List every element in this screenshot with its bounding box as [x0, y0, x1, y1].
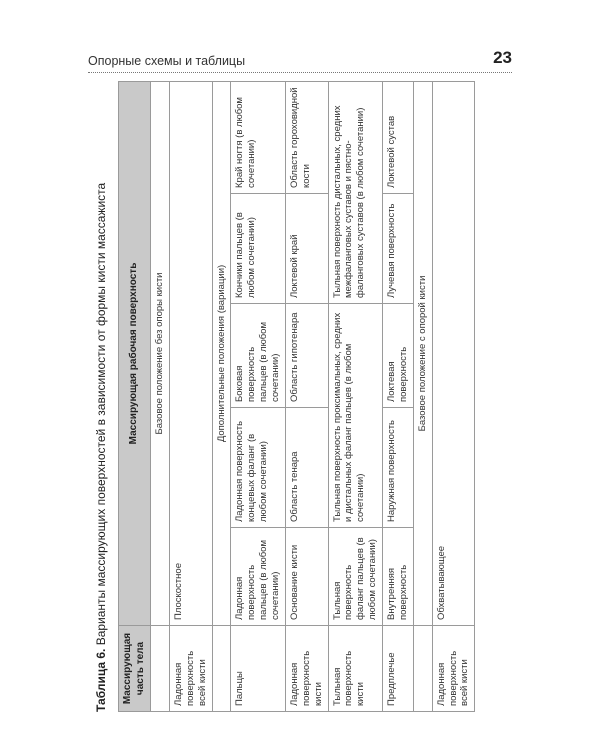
- subheader-additional: Дополнительные положения (вариации): [212, 81, 231, 625]
- table-cell: Наружная поверхность: [383, 408, 414, 528]
- section-title: Опорные схемы и таблицы: [88, 54, 246, 68]
- table-row: [328, 81, 383, 711]
- table-container: [118, 82, 475, 712]
- subheader-row: [212, 81, 231, 711]
- table-cell: Ладонная поверхность концевых фаланг (в любом сочетании): [231, 408, 286, 528]
- caption-text: Варианты массирующих поверхностей в зависимости от формы кисти массажиста: [94, 182, 108, 649]
- table-caption: [94, 183, 108, 712]
- row-body-part: Ладонная поверхность кисти: [285, 626, 328, 712]
- table-row: [383, 81, 414, 711]
- table-row: [285, 81, 328, 711]
- table-cell: Тыльная поверхность проксимальных, средних и дистальных фаланг пальцев (в любом сочетании): [328, 304, 383, 528]
- subheader-base-with-support: Базовое положение с опорой кисти: [413, 81, 432, 625]
- empty-cell: [151, 626, 170, 712]
- caption-label: Таблица 6.: [94, 648, 108, 712]
- row-body-part: Ладонная поверхность всей кисти: [432, 626, 475, 712]
- page-number: 23: [493, 48, 512, 67]
- empty-cell: [212, 626, 231, 712]
- header-body-part: Массирующая часть тела: [119, 626, 151, 712]
- subheader-row: [151, 81, 170, 711]
- row-body-part: Ладонная поверхность всей кисти: [169, 626, 212, 712]
- header-dotted-rule: [88, 72, 512, 73]
- table-cell: Лучевая поверхность: [383, 194, 414, 304]
- table-row: [169, 81, 212, 711]
- table-cell: Основание кисти: [285, 528, 328, 626]
- table-cell: Внутренняя поверхность: [383, 528, 414, 626]
- massage-surfaces-table: [118, 81, 475, 712]
- row-body-part: Предплечье: [383, 626, 414, 712]
- table-cell: Локтевой сустав: [383, 81, 414, 193]
- header-work-surface: Массирующая рабочая поверхность: [119, 81, 151, 625]
- table-cell: Область тенара: [285, 408, 328, 528]
- table-cell: Кончики пальцев (в любом сочетании): [231, 194, 286, 304]
- row-body-part: Тыльная поверхность кисти: [328, 626, 383, 712]
- subheader-row: [413, 81, 432, 711]
- empty-cell: [413, 626, 432, 712]
- table-cell: Тыльная поверхность фаланг пальцев (в любом сочетании): [328, 528, 383, 626]
- subheader-base-no-support: Базовое положение без опоры кисти: [151, 81, 170, 625]
- table-cell: Область гороховидной кости: [285, 81, 328, 193]
- table-row: [432, 81, 475, 711]
- table-row: [231, 81, 286, 711]
- rotated-table-block: [94, 82, 474, 712]
- table-cell: Локтевой край: [285, 194, 328, 304]
- table-cell: Тыльная поверхность дистальных, средних межфаланговых суставов и пястно-фаланговых суставов (в любом сочетании): [328, 81, 383, 303]
- table-cell: Ладонная поверхность пальцев (в любом сочетании): [231, 528, 286, 626]
- row-body-part: Пальцы: [231, 626, 286, 712]
- table-cell: Край ногтя (в любом сочетании): [231, 81, 286, 193]
- table-cell: Локтевая поверхность: [383, 304, 414, 408]
- table-cell: Плоскостное: [169, 81, 212, 625]
- table-cell: Область гипотенара: [285, 304, 328, 408]
- table-header-row: [119, 81, 151, 711]
- table-cell: Боковая поверхность пальцев (в любом сочетании): [231, 304, 286, 408]
- table-cell: Обхватывающее: [432, 81, 475, 625]
- page-header: [88, 44, 512, 74]
